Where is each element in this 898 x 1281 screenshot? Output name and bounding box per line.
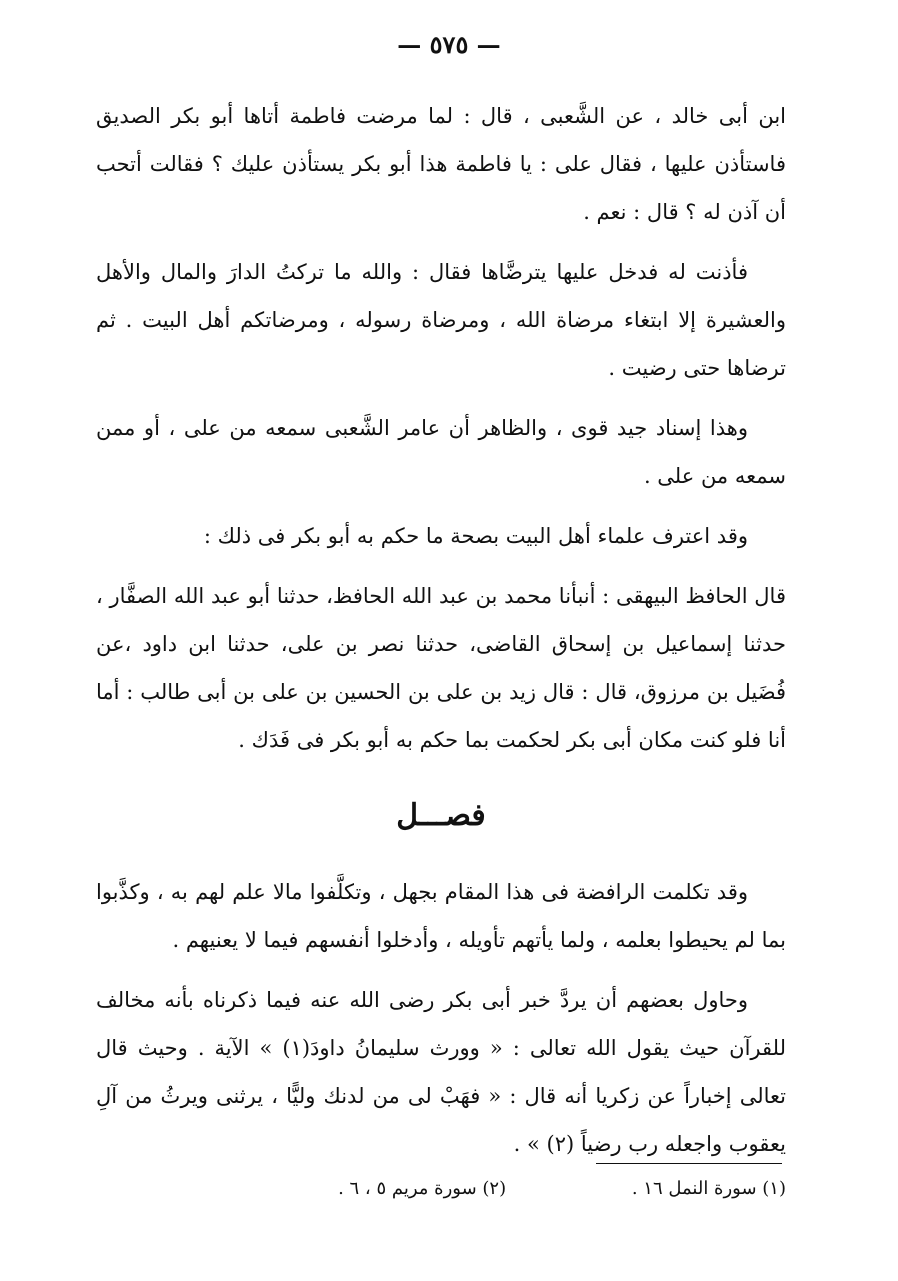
section-heading: فصـــل	[396, 798, 486, 833]
paragraph: فأذنت له فدخل عليها يترضَّاها فقال : والله ما تركتُ الدارَ والمال والأهل والعشيرة إلا ابتغاء مرضاة الله ، ومرضاة رسوله ، ومرضاتكم أهل البيت . ثم ترضاها حتى رضيت .	[96, 260, 786, 380]
footnote: (١) سورة النمل ١٦ .	[631, 1178, 786, 1199]
paragraph: قال الحافظ البيهقى : أنبأنا محمد بن عبد الله الحافظ، حدثنا أبو عبد الله الصفَّار ، حدثنا إسماعيل بن إسحاق القاضى، حدثنا نصر بن على، حدثنا ابن داود ،عن فُضَيل بن مرزوق، قال : قال زيد بن على بن الحسين بن على بن أبى طالب : أما أنا فلو كنت مكان أبى بكر لحكمت بما حكم به أبو بكر فى فَدَك .	[96, 584, 786, 752]
footnote-divider	[596, 1163, 782, 1164]
paragraph: وهذا إسناد جيد قوى ، والظاهر أن عامر الشَّعبى سمعه من على ، أو ممن سمعه من على .	[96, 416, 786, 488]
page-number: — ٥٧٥ —	[397, 30, 501, 59]
paragraph: وحاول بعضهم أن يردَّ خبر أبى بكر رضى الله عنه فيما ذكرناه بأنه مخالف للقرآن حيث يقول الله تعالى : « وورث سليمانُ داودَ(١) » الآية . وحيث قال تعالى إخباراً عن زكريا أنه قال : « فهَبْ لى من لدنك وليًّا ، يرثنى ويرثُ من آلِ يعقوب واجعله رب رضياً (٢) » .	[96, 988, 786, 1156]
footnote: (٢) سورة مريم ٥ ، ٦ .	[338, 1178, 507, 1199]
paragraph: ابن أبى خالد ، عن الشَّعبى ، قال : لما مرضت فاطمة أتاها أبو بكر الصديق فاستأذن عليها ، فقال على : يا فاطمة هذا أبو بكر يستأذن عليك ؟ فقالت أتحب أن آذن له ؟ قال : نعم .	[96, 104, 787, 224]
footnotes	[96, 1174, 786, 1204]
paragraph: وقد تكلمت الرافضة فى هذا المقام بجهل ، وتكلَّفوا مالا علم لهم به ، وكذَّبوا بما لم يحيطوا بعلمه ، ولما يأتهم تأويله ، وأدخلوا أنفسهم فيما لا يعنيهم .	[96, 880, 786, 952]
paragraph: وقد اعترف علماء أهل البيت بصحة ما حكم به أبو بكر فى ذلك :	[203, 524, 748, 548]
page-body	[96, 92, 786, 1180]
